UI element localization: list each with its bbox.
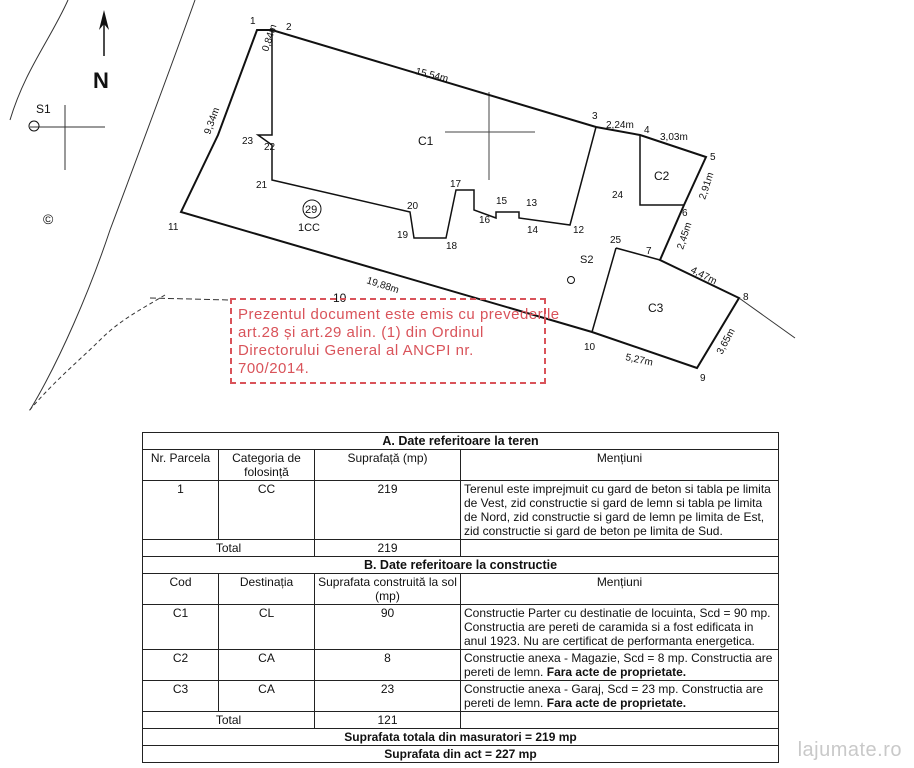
point-15: 15 — [496, 196, 508, 207]
parcel-nr: 1 — [143, 481, 219, 540]
point-22: 22 — [264, 142, 276, 153]
copyright-mark: © — [43, 211, 54, 227]
point-13: 13 — [526, 198, 538, 209]
distance-8-9: 3,65m — [714, 326, 738, 357]
stamp-line-4: 700/2014. — [238, 360, 310, 377]
point-8: 8 — [743, 292, 749, 303]
stamp-line-1: Prezentul document este emis cu prevederile — [238, 306, 560, 323]
point-6: 6 — [682, 208, 688, 219]
point-19: 19 — [397, 230, 409, 241]
point-10: 10 — [584, 342, 596, 353]
header-destinatia: Destinația — [219, 574, 315, 605]
distance-6-7: 2,45m — [675, 221, 695, 251]
distance-3-4: 2,24m — [606, 120, 634, 131]
distance-1-2: 0,84m — [260, 23, 280, 53]
header-mentiuni-b: Mențiuni — [461, 574, 779, 605]
point-23: 23 — [242, 136, 254, 147]
station-s2-marker — [568, 277, 575, 284]
point-16: 16 — [479, 215, 491, 226]
building-note-text: Constructie anexa - Garaj, Scd = 23 mp. Constructia are pereti de lemn. — [464, 682, 764, 710]
point-3: 3 — [592, 111, 598, 122]
building-note — [461, 681, 779, 712]
building-c2-label: C2 — [654, 169, 670, 183]
point-12: 12 — [573, 225, 585, 236]
distance-5-6: 2,91m — [697, 171, 717, 201]
distance-7-8: 4,47m — [688, 264, 719, 288]
distance-10-11: 19,88m — [365, 275, 401, 297]
building-c3-label: C3 — [648, 301, 664, 315]
building-note-bold: Fara acte de proprietate. — [546, 665, 687, 679]
header-nr-parcela: Nr. Parcela — [143, 450, 219, 481]
point-5: 5 — [710, 152, 716, 163]
table-row — [143, 481, 779, 540]
point-17: 17 — [450, 179, 462, 190]
total-a-value: 219 — [315, 540, 461, 557]
point-14: 14 — [527, 225, 539, 236]
header-mentiuni: Mențiuni — [461, 450, 779, 481]
building-note-text: Constructie anexa - Magazie, Scd = 8 mp. Constructia are pereti de lemn. — [464, 651, 773, 679]
building-cod: C3 — [143, 681, 219, 712]
header-suprafata: Suprafață (mp) — [315, 450, 461, 481]
building-note-bold: Fara acte de proprietate. — [546, 696, 687, 710]
distance-11-1: 9,34m — [202, 106, 223, 137]
north-arrow-icon — [93, 10, 109, 93]
stamp-line-3: Directorului General al ANCPI nr. — [238, 342, 474, 359]
parcel-number: 29 — [305, 204, 318, 216]
station-s2-label: S2 — [580, 254, 594, 266]
point-4: 4 — [644, 125, 650, 136]
point-2: 2 — [286, 22, 292, 33]
road-edge-dashed — [28, 295, 165, 412]
point-9: 9 — [700, 373, 706, 384]
building-area: 8 — [315, 650, 461, 681]
parcel-category: CC — [219, 481, 315, 540]
header-categoria: Categoria de folosință — [219, 450, 315, 481]
point-21: 21 — [256, 180, 268, 191]
total-b-label: Total — [143, 712, 315, 729]
building-note-text: Constructie Parter cu destinatie de locuinta, Scd = 90 mp. Constructia are pereti de caramida si a fost edificata in anul 1923. Nu are certificat de performanta energetica. — [464, 606, 771, 648]
parcel-note: Terenul este imprejmuit cu gard de beton si tabla pe limita de Vest, zid constructie si gard de lemn si tabla pe limita de Nord, zid constructie si gard de lemn pe limita de Est, zid constructie si gard de beton pe limita de Sud. — [461, 481, 779, 540]
road-edge-line-2 — [30, 0, 195, 410]
stamp-line-2: art.28 și art.29 alin. (1) din Ordinul — [238, 324, 484, 341]
table-row — [143, 681, 779, 712]
table-row — [143, 605, 779, 650]
station-s1-label: S1 — [36, 102, 51, 116]
validation-stamp — [230, 298, 560, 384]
building-dest: CA — [219, 681, 315, 712]
mark-10-faint: 10 — [333, 291, 347, 305]
site-watermark: lajumate.ro — [797, 739, 902, 761]
header-suprafata-construita: Suprafata construită la sol (mp) — [315, 574, 461, 605]
total-a-label: Total — [143, 540, 315, 557]
point-25: 25 — [610, 235, 622, 246]
distance-4-5: 3,03m — [660, 132, 688, 143]
station-s1-marker — [29, 102, 105, 170]
building-dest: CL — [219, 605, 315, 650]
total-b-value: 121 — [315, 712, 461, 729]
point-18: 18 — [446, 241, 458, 252]
header-cod: Cod — [143, 574, 219, 605]
point-7: 7 — [646, 246, 652, 257]
summary-total-measured: Suprafata totala din masuratori = 219 mp — [143, 729, 779, 746]
section-b-title: B. Date referitoare la constructie — [143, 557, 779, 574]
summary-area-act: Suprafata din act = 227 mp — [143, 746, 779, 763]
building-area: 90 — [315, 605, 461, 650]
building-c1-label: C1 — [418, 134, 434, 148]
distance-9-10: 5,27m — [624, 352, 654, 369]
point-20: 20 — [407, 201, 419, 212]
point-11: 11 — [168, 222, 179, 233]
point-1: 1 — [250, 16, 256, 27]
boundary-extension — [739, 298, 795, 338]
north-label: N — [93, 68, 109, 93]
building-area: 23 — [315, 681, 461, 712]
parcel-code: 1CC — [298, 222, 321, 234]
road-edge-line-3 — [150, 298, 230, 300]
building-dest: CA — [219, 650, 315, 681]
building-cod: C2 — [143, 650, 219, 681]
section-a-title: A. Date referitoare la teren — [143, 433, 779, 450]
building-c3-outline — [592, 248, 616, 332]
parcel-area: 219 — [315, 481, 461, 540]
table-row — [143, 650, 779, 681]
building-note — [461, 605, 779, 650]
distance-2-3: 15,54m — [414, 66, 450, 85]
register-table — [142, 432, 779, 763]
point-24: 24 — [612, 190, 624, 201]
building-note — [461, 650, 779, 681]
building-cod: C1 — [143, 605, 219, 650]
building-c3-top — [616, 248, 660, 260]
